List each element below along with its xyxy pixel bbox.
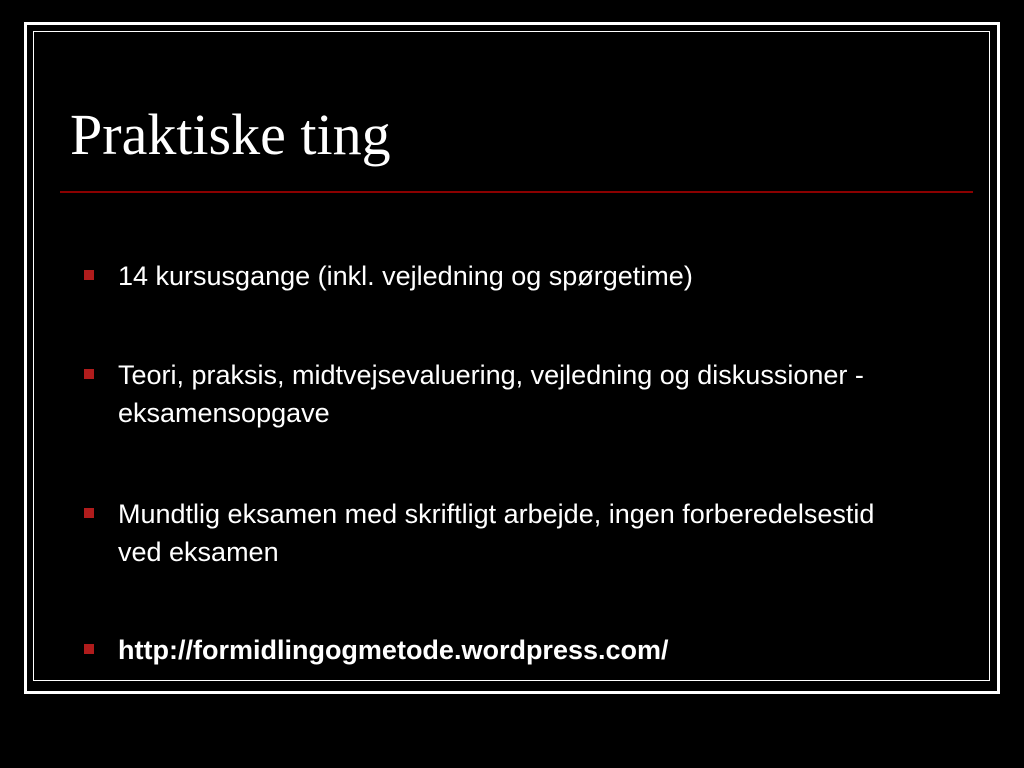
bullet-square-icon <box>84 270 94 280</box>
bullet-square-icon <box>84 508 94 518</box>
bullet-square-icon <box>84 644 94 654</box>
bullet-text: Mundtlig eksamen med skriftligt arbejde, ingen forberedelsestid ved eksamen <box>118 499 875 567</box>
bullet-square-icon <box>84 369 94 379</box>
slide-title: Praktiske ting <box>70 102 391 167</box>
title-divider <box>60 191 973 193</box>
blog-link[interactable]: http://formidlingogmetode.wordpress.com/ <box>118 635 669 665</box>
bullet-text: Teori, praksis, midtvejsevaluering, vejledning og diskussioner - eksamensopgave <box>118 360 864 428</box>
bullet-text: 14 kursusgange (inkl. vejledning og spørgetime) <box>118 261 693 291</box>
